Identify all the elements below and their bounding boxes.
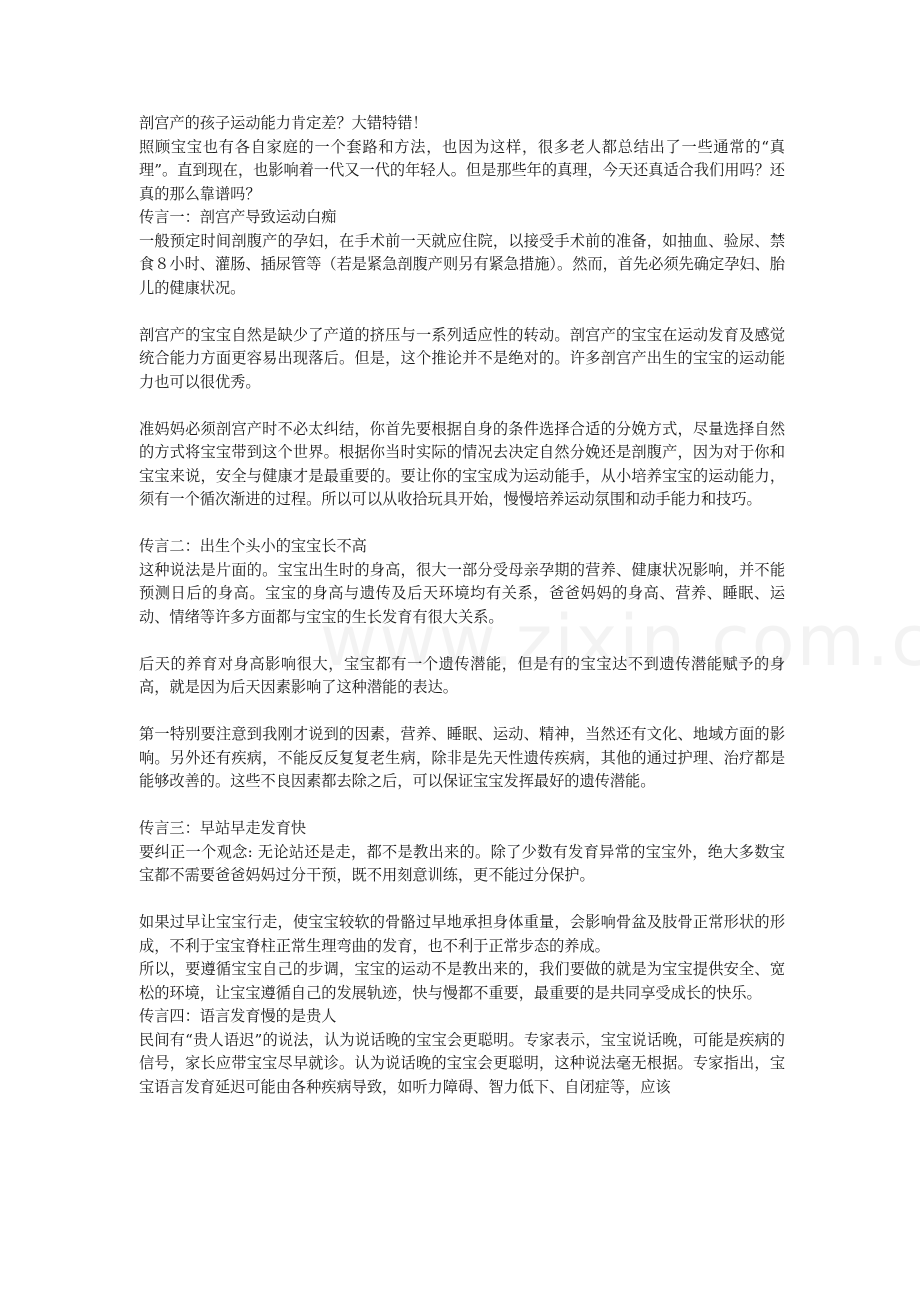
blank-line [139, 888, 785, 912]
section-heading-3: 传言三：早站早走发育快 [139, 819, 307, 837]
blank-line [139, 700, 785, 724]
blank-line [139, 512, 785, 536]
section-heading-1: 传言一：剖宫产导致运动白痴 [139, 208, 337, 226]
article-title: 剖宫产的孩子运动能力肯定差？大错特错！ [139, 114, 428, 132]
section-heading-2: 传言二：出生个头小的宝宝长不高 [139, 537, 367, 555]
paragraph: 第一特别要注意到我刚才说到的因素，营养、睡眠、运动、精神，当然还有文化、地域方面的影响。另外还有疾病，不能反反复复老生病，除非是先天性遗传疾病，其他的通过护理、治疗都是能够改善的。这些不良因素都去除之后，可以保证宝宝发挥最好的遗传潜能。 [139, 725, 785, 790]
paragraph: 这种说法是片面的。宝宝出生时的身高，很大一部分受母亲孕期的营养、健康状况影响，并不能预测日后的身高。宝宝的身高与遗传及后天环境均有关系，爸爸妈妈的身高、营养、睡眠、运动、情绪等许多方面都与宝宝的生长发育有很大关系。 [139, 560, 785, 626]
section-heading-4: 传言四：语言发育慢的是贵人 [139, 1007, 337, 1025]
paragraph: 所以，要遵循宝宝自己的步调，宝宝的运动不是教出来的，我们要做的就是为宝宝提供安全、宽松的环境，让宝宝遵循自己的发展轨迹，快与慢都不重要，最重要的是共同享受成长的快乐。 [139, 960, 785, 1002]
paragraph: 后天的养育对身高影响很大，宝宝都有一个遗传潜能，但是有的宝宝达不到遗传潜能赋予的身高，就是因为后天因素影响了这种潜能的表达。 [139, 654, 785, 696]
paragraph: 准妈妈必须剖宫产时不必太纠结，你首先要根据自身的条件选择合适的分娩方式，尽量选择自然的方式将宝宝带到这个世界。根据你当时实际的情况去决定自然分娩还是剖腹产，因为对于你和宝宝来说，安全与健康才是最重要的。要让你的宝宝成为运动能手，从小培养宝宝的运动能力，须有一个循次渐进的过程。所以可以从收拾玩具开始，慢慢培养运动氛围和动手能力和技巧。 [139, 419, 785, 508]
blank-line [139, 794, 785, 818]
blank-line [139, 300, 785, 324]
paragraph-intro: 照顾宝宝也有各自家庭的一个套路和方法，也因为这样，很多老人都总结出了一些通常的“真理”。直到现在，也影响着一代又一代的年轻人。但是那些年的真理，今天还真适合我们用吗？还真的那么靠谱吗？ [139, 137, 785, 203]
document-body [139, 112, 785, 1099]
paragraph: 如果过早让宝宝行走，使宝宝较软的骨骼过早地承担身体重量，会影响骨盆及肢骨正常形状的形成，不利于宝宝脊柱正常生理弯曲的发育，也不利于正常步态的养成。 [139, 913, 785, 955]
paragraph: 一般预定时间剖腹产的孕妇，在手术前一天就应住院，以接受手术前的准备，如抽血、验尿、禁食８小时、灌肠、插尿管等（若是紧急剖腹产则另有紧急措施）。然而，首先必须先确定孕妇、胎儿的健康状况。 [139, 231, 785, 297]
blank-line [139, 394, 785, 418]
paragraph: 民间有“贵人语迟”的说法，认为说话晚的宝宝会更聪明。专家表示，宝宝说话晚，可能是疾病的信号，家长应带宝宝尽早就诊。认为说话晚的宝宝会更聪明，这种说法毫无根据。专家指出，宝宝语言发育延迟可能由各种疾病导致，如听力障碍、智力低下、自闭症等，应该 [139, 1030, 785, 1096]
paragraph: 要纠正一个观念: 无论站还是走，都不是教出来的。除了少数有发育异常的宝宝外，绝大多数宝宝都不需要爸爸妈妈过分干预，既不用刻意训练，更不能过分保护。 [139, 842, 785, 884]
paragraph: 剖宫产的宝宝自然是缺少了产道的挤压与一系列适应性的转动。剖宫产的宝宝在运动发育及感觉统合能力方面更容易出现落后。但是，这个推论并不是绝对的。许多剖宫产出生的宝宝的运动能力也可以很优秀。 [139, 325, 785, 391]
blank-line [139, 629, 785, 653]
